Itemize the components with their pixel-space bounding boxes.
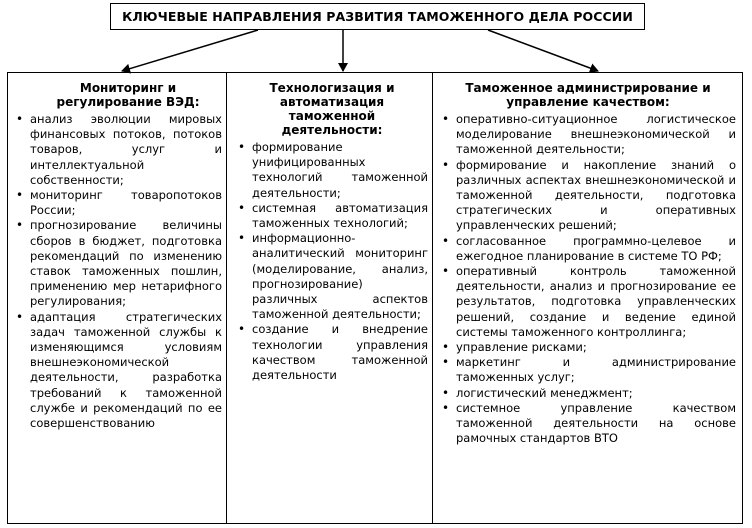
column-administration: [440, 72, 736, 524]
connector-arrows: [0, 0, 752, 80]
list-item: • мониторинг товаропотоков России;: [14, 188, 222, 218]
list-item: • управление рисками;: [440, 340, 736, 355]
list-item: • создание и внедрение технологии управления качеством таможенной деятельности: [236, 322, 428, 383]
arrow-right: [488, 30, 598, 71]
column-monitoring: [14, 72, 222, 524]
column-technologization: [236, 72, 428, 524]
list-item: • прогнозирование величины сборов в бюджет, подготовка рекомендаций по изменению ставок таможенных пошлин, применению мер нетарифного регулирования;: [14, 218, 222, 309]
list-item: • системное управление качеством таможенной деятельности на основе рамочных стандартов ВТО: [440, 401, 736, 447]
list-item: • оперативно-ситуационное логистическое моделирование внешнеэкономической и таможенной деятельности;: [440, 112, 736, 158]
list-item: • системная автоматизация таможенных технологий;: [236, 201, 428, 231]
list-item: • адаптация стратегических задач таможенной службы к изменяющимся условиям внешнеэкономической деятельности, разработка требований к таможенной службе и рекомендаций по ее совершенствованию: [14, 310, 222, 432]
list-item: • согласованное программно-целевое и ежегодное планирование в системе ТО РФ;: [440, 234, 736, 264]
list-item: • информационно-аналитический мониторинг (моделирование, анализ, прогнозирование) различных аспектов таможенной деятельности;: [236, 231, 428, 322]
list-item: • анализ эволюции мировых финансовых потоков, потоков товаров, услуг и интеллектуальной собственности;: [14, 112, 222, 188]
column-heading: Мониторинг и регулирование ВЭД:: [56, 81, 200, 109]
column-heading: Таможенное администрирование и управление качеством:: [465, 81, 711, 109]
column-list: [440, 112, 736, 446]
list-item: • оперативный контроль таможенной деятельности, анализ и прогнозирование ее результатов, подготовка управленческих решений, создание и ведение единой системы таможенного контроллинга;: [440, 264, 736, 340]
column-list: [236, 140, 428, 383]
list-item: • формирование и накопление знаний о различных аспектах внешнеэкономической и таможенной деятельности, подготовка стратегических и оперативных управленческих решений;: [440, 158, 736, 234]
list-item: • формирование унифицированных технологий таможенной деятельности;: [236, 140, 428, 201]
arrow-left: [122, 30, 258, 71]
column-divider-2: [432, 72, 433, 524]
list-item: • логистический менеджмент;: [440, 386, 736, 401]
column-list: [14, 112, 222, 431]
diagram-title: КЛЮЧЕВЫЕ НАПРАВЛЕНИЯ РАЗВИТИЯ ТАМОЖЕННОГО ДЕЛА РОССИИ: [110, 3, 645, 30]
list-item: • маркетинг и администрирование таможенных услуг;: [440, 355, 736, 385]
column-heading: Технологизация и автоматизация таможенной деятельности:: [269, 81, 395, 137]
column-divider-1: [226, 72, 227, 524]
